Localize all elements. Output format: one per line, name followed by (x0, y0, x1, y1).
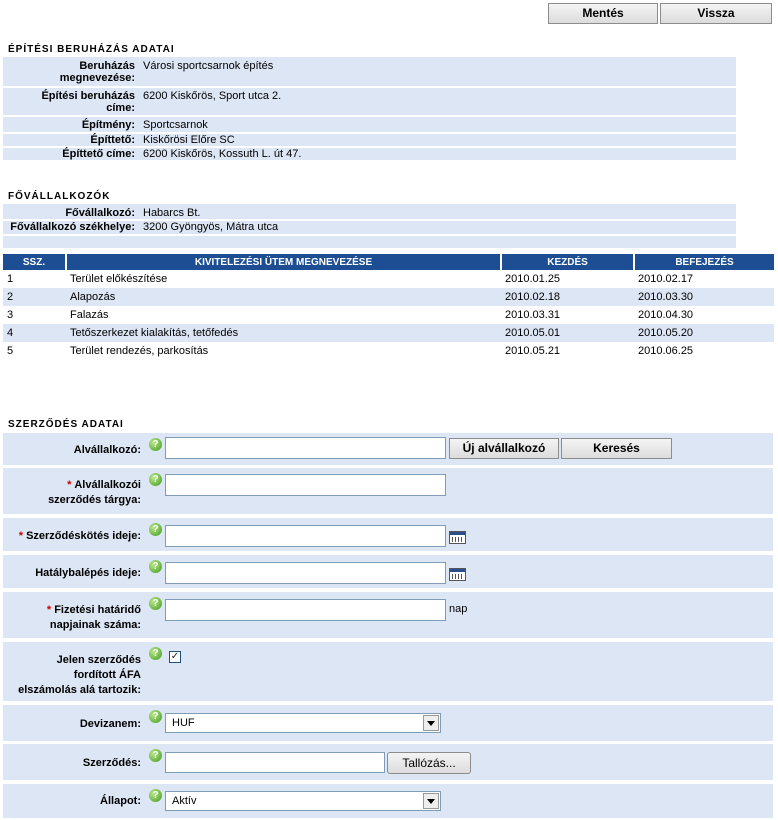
back-button[interactable]: Vissza (660, 3, 772, 24)
new-subcontractor-button[interactable]: Új alvállalkozó (449, 438, 559, 459)
question-mark-icon[interactable]: ? (149, 749, 162, 762)
main-contractor-value: Habarcs Bt. (143, 207, 201, 219)
contract-subject-input[interactable] (165, 474, 446, 496)
subcontractor-row (3, 433, 773, 465)
investment-info-block (3, 57, 736, 160)
building-value: Sportcsarnok (143, 119, 208, 131)
payment-deadline-input[interactable] (165, 599, 446, 621)
contract-file-label: Szerződés: (82, 757, 141, 769)
developer-address-value: 6200 Kiskőrös, Kossuth L. út 47. (143, 148, 302, 160)
chevron-down-icon[interactable] (423, 715, 439, 731)
table-row: 1 Terület előkészítése 2010.01.25 2010.02.17 (7, 273, 694, 285)
effective-date-input[interactable] (165, 562, 446, 584)
signing-date-row (3, 518, 773, 551)
status-label: Állapot: (100, 795, 141, 807)
contract-subject-row (3, 468, 773, 514)
contractor-section-title: FŐVÁLLALKOZÓK (8, 191, 111, 202)
table-row: 2 Alapozás 2010.02.18 2010.03.30 (3, 288, 774, 306)
subcontractor-label: Alvállalkozó: (73, 444, 141, 456)
developer-value: Kiskőrösi Előre SC (143, 134, 235, 146)
contractor-info-block (3, 204, 736, 248)
subcontractor-input[interactable] (165, 437, 446, 459)
question-mark-icon[interactable]: ? (149, 560, 162, 573)
status-row (3, 784, 773, 818)
question-mark-icon[interactable]: ? (149, 647, 162, 660)
question-mark-icon[interactable]: ? (149, 789, 162, 802)
table-row: 3 Falazás 2010.03.31 2010.04.30 (7, 309, 694, 321)
signing-date-label: * Szerződéskötés ideje: (18, 530, 141, 542)
question-mark-icon[interactable]: ? (149, 597, 162, 610)
col-header-number: SSZ. (3, 254, 66, 270)
currency-row (3, 705, 773, 741)
currency-label: Devizanem: (79, 718, 141, 730)
main-contractor-label: Fővállalkozó: (65, 207, 135, 219)
reverse-vat-checkbox[interactable]: ✓ (170, 651, 180, 662)
payment-deadline-label: * Fizetési határidő napjainak száma: (46, 604, 141, 631)
reverse-vat-row (3, 642, 773, 701)
developer-address-label: Építtető címe: (62, 148, 135, 160)
developer-label: Építtető: (90, 134, 135, 146)
search-button[interactable]: Keresés (561, 438, 672, 459)
currency-select[interactable]: HUF (165, 713, 441, 733)
signing-date-input[interactable] (165, 525, 446, 547)
investment-address-label: Építési beruházás címe: (41, 90, 135, 114)
main-contractor-seat-label: Fővállalkozó székhelye: (10, 221, 135, 233)
reverse-vat-label: Jelen szerződés fordított ÁFA elszámolás alá tartozik: (18, 654, 141, 696)
contract-file-row (3, 744, 773, 780)
question-mark-icon[interactable]: ? (149, 710, 162, 723)
payment-deadline-row (3, 592, 773, 638)
question-mark-icon[interactable]: ? (149, 523, 162, 536)
question-mark-icon[interactable]: ? (149, 473, 162, 486)
building-label: Építmény: (81, 119, 135, 131)
payment-unit-label: nap (449, 603, 468, 615)
effective-date-row (3, 555, 773, 588)
investment-name-value: Városi sportcsarnok építés (143, 60, 274, 72)
investment-name-label: Beruházás megnevezése: (59, 60, 135, 84)
table-row: 4 Tetőszerkezet kialakítás, tetőfedés 2010.05.01 2010.05.20 (3, 324, 774, 342)
col-header-start: KEZDÉS (501, 254, 634, 270)
effective-date-label: Hatálybalépés ideje: (35, 567, 141, 579)
browse-button[interactable]: Tallózás... (387, 752, 471, 774)
calendar-icon[interactable] (449, 531, 466, 544)
schedule-header-row (3, 254, 774, 270)
contract-section-title: SZERZŐDÉS ADATAI (8, 419, 124, 430)
investment-section-title: ÉPÍTÉSI BERUHÁZÁS ADATAI (8, 44, 175, 55)
col-header-phase: KIVITELEZÉSI ÜTEM MEGNEVEZÉSE (66, 254, 501, 270)
status-select[interactable]: Aktív (165, 791, 441, 811)
investment-address-value: 6200 Kiskőrös, Sport utca 2. (143, 90, 282, 102)
col-header-end: BEFEJEZÉS (634, 254, 774, 270)
schedule-table (3, 254, 774, 360)
calendar-icon[interactable] (449, 568, 466, 581)
contract-file-input[interactable] (165, 752, 385, 773)
main-contractor-seat-value: 3200 Gyöngyös, Mátra utca (143, 221, 279, 233)
save-button[interactable]: Mentés (548, 3, 658, 24)
contract-subject-label: * Alvállalkozói szerződés tárgya: (48, 479, 141, 506)
question-mark-icon[interactable]: ? (149, 438, 162, 451)
table-row: 5 Terület rendezés, parkosítás 2010.05.21 2010.06.25 (7, 345, 694, 357)
chevron-down-icon[interactable] (423, 793, 439, 809)
